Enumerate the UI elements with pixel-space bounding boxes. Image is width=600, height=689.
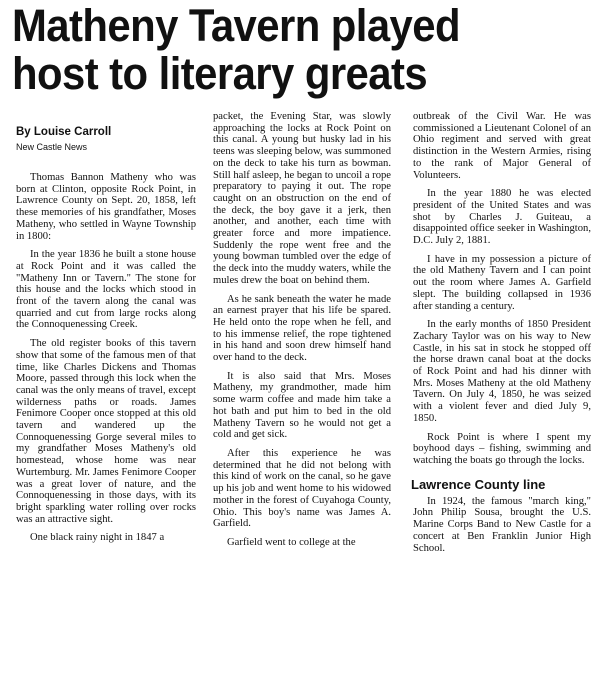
paragraph: outbreak of the Civil War. He was commissioned a Lieutenant Colonel of an Ohio regiment and served with great distinction in the Western Armies, rising to the rank of Major General of Volunteers.	[413, 111, 591, 181]
paragraph: Garfield went to college at the	[227, 536, 356, 548]
paragraph: In the year 1880 he was elected president of the United States and was shot by Charles J. Guiteau, a disappointed office seeker in Washington, D.C. July 2, 1881.	[413, 188, 591, 247]
paragraph: In the early months of 1850 President Zachary Taylor was on his way to New Castle, in his sat in stock he stopped off the horse drawn canal boat at the docks of Rock Point and had his dinner with Mrs. Moses Matheny at the old Matheny Tavern. On July 4, 1850, he was seized with a violent fever and died July 9, 1850.	[413, 319, 591, 424]
paragraph: One black rainy night in 1847 a	[30, 532, 165, 544]
paragraph: After this experience he was determined that he did not belong with this kind of work on the canal, so he gave up his job and went home to his widowed mother in the forest of Cuyahoga County, Ohio. This boy's name was James A. Garfield.	[213, 447, 391, 530]
paragraph: packet, the Evening Star, was slowly approaching the locks at Rock Point on this canal. A young but husky lad in his teens was sleeping below, was summoned on the deck to take his turn as bowman. Still half asleep, he began to uncoil a rope preparatory to paying it out. The rope caught on an obstruction on the end of the deck, the boy gave it a jerk, then another, and another, each time with greater force and more impatience. Suddenly the rope went free and the young bowman tumbled over the edge of the deck into the muddy waters, while the mules drew the boat on behind them.	[213, 111, 391, 286]
paragraph: As he sank beneath the water he made an earnest prayer that his life be spared. He held onto the rope when he fell, and to his immense relief, the rope tightened in his hand and soon drew himself hand over hand to the deck.	[213, 293, 391, 364]
paragraph: The old register books of this tavern show that some of the famous men of that time, like Charles Dickens and Thomas Moore, passed through this lock when the canal was the only means of travel, except wilderness paths or roads. James Fenimore Cooper once stopped at this old tavern and wandered up the Connoquenessing Gorge several miles to my grandfather Moses Matheny's old homestead, whose home was near Wurtemburg. Mr. James Fenimore Cooper was a great lover of nature, and the Connoquenessing in those days, with its bright sparkling water rolling over rocks was an attractive sight.	[16, 338, 196, 525]
article-column-1	[16, 172, 196, 551]
paragraph: Thomas Bannon Matheny who was born at Clinton, opposite Rock Point, in Lawrence County on Sept. 20, 1858, left these memories of his grandfather, Moses Matheny, who settled in Wayne Township in 1800:	[16, 172, 196, 242]
paragraph: I have in my possession a picture of the old Matheny Tavern and I can point out the room where James A. Garfield slept. The building collapsed in 1936 after standing a century.	[413, 253, 591, 312]
paragraph: In the year 1836 he built a stone house at Rock Point and it was called the "Matheny Inn or Tavern." The stone for this house and the locks which stood in front of the tavern along the canal was quarried and cut from large rocks along the Connoquenessing Creek.	[16, 249, 196, 331]
byline: By Louise Carroll	[16, 126, 112, 138]
article-column-3	[413, 111, 591, 561]
paragraph: Rock Point is where I spent my boyhood days – fishing, swimming and watching the boats go through the locks.	[413, 431, 591, 466]
article-column-2	[213, 111, 391, 556]
sidebar-paragraph: In 1924, the famous "march king," John Philip Sousa, brought the U.S. Marine Corps Band to New Castle for a concert at Ben Franklin Junior High School.	[413, 495, 591, 554]
headline-line-1: Matheny Tavern played	[12, 0, 461, 51]
sidebar-heading: Lawrence County line	[411, 476, 546, 492]
headline	[12, 2, 555, 98]
paragraph: It is also said that Mrs. Moses Matheny, my grandmother, made him some warm coffee and made him take a hot bath and put him to bed in the old Matheny Tavern so he would not get a cold and get sick.	[213, 370, 391, 441]
source-credit: New Castle News	[16, 142, 88, 152]
headline-line-2: host to literary greats	[12, 48, 428, 99]
